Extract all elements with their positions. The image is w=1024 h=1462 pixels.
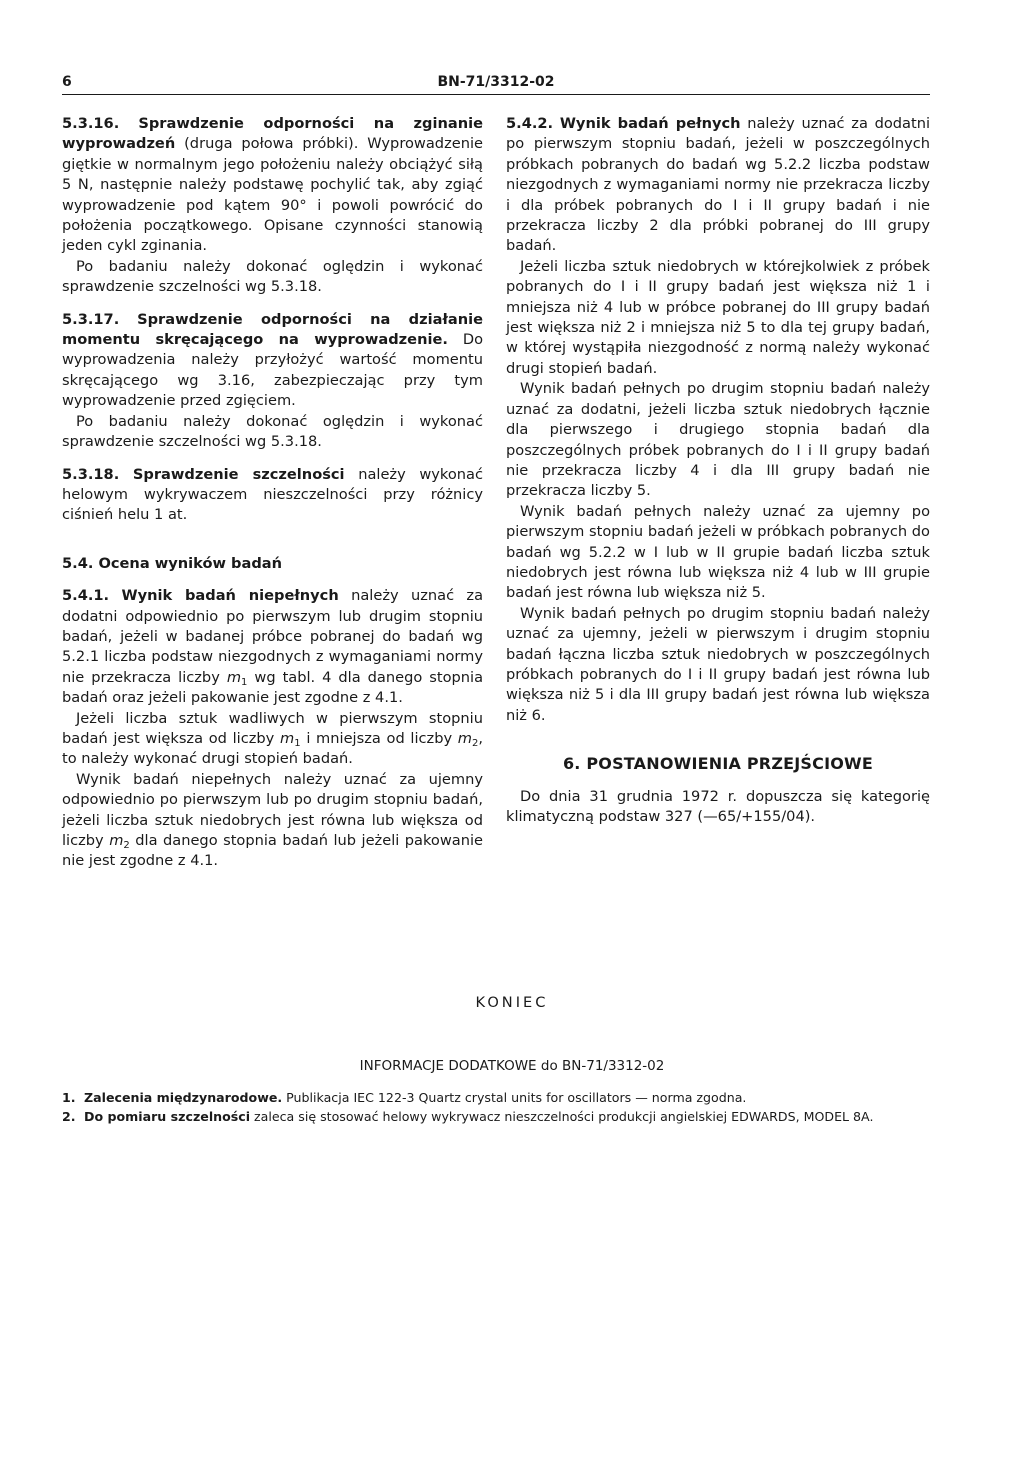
text: Wynik badań niepełnych należy uznać za ujemny odpowiednio po pierwszym lub po drugim stopniu badań, jeżeli liczba sztuk niedobrych jest równa lub większa od liczby bbox=[62, 770, 483, 849]
section-5-4-1 bbox=[62, 586, 483, 708]
note-number: 1. bbox=[62, 1090, 76, 1105]
additional-info-title: INFORMACJE DODATKOWE do BN-71/3312-02 bbox=[359, 1058, 665, 1074]
section-number: 5.3.18. bbox=[62, 465, 120, 483]
paragraph: Do dnia 31 grudnia 1972 r. dopuszcza się kategorię klimatyczną podstaw 327 (—65/+155/04). bbox=[506, 787, 930, 825]
variable-m: m bbox=[109, 832, 124, 849]
variable-m: m bbox=[280, 729, 295, 747]
right-column bbox=[506, 114, 930, 827]
text: i mniejsza od liczby bbox=[306, 729, 453, 747]
note-label: Do pomiaru szczelności bbox=[84, 1109, 251, 1124]
subscript: 1 bbox=[294, 737, 301, 749]
section-5-3-17 bbox=[62, 310, 483, 412]
section-heading-6: 6. POSTANOWIENIA PRZEJŚCIOWE bbox=[562, 754, 874, 774]
text: , to należy wykonać drugi stopień badań. bbox=[62, 729, 484, 768]
end-marker: KONIEC bbox=[475, 994, 549, 1011]
section-number: 5.4.2. bbox=[506, 115, 554, 132]
note-item bbox=[62, 1088, 942, 1107]
section-text: wg tabl. 4 dla danego stopnia badań oraz jeżeli pakowanie jest zgodne z 4.1. bbox=[62, 668, 484, 707]
section-5-3-18 bbox=[62, 465, 483, 526]
variable-m: m bbox=[226, 668, 242, 686]
section-5-3-16 bbox=[62, 114, 483, 257]
section-text: należy uznać za dodatni po pierwszym stopniu badań, jeżeli w poszczególnych próbkach pobranych do badań wg 5.2.2 liczba podstaw niezgodnych z wymaganiami normy nie przekracza liczby i dla próbek pobranych do I i II grupy badań i nie przekracza liczby 2 dla próbki pobranej do III grupy badań. bbox=[506, 115, 931, 255]
section-title: Wynik badań pełnych bbox=[559, 115, 741, 132]
subscript: 1 bbox=[241, 676, 248, 688]
section-text: Do wyprowadzenia należy przyłożyć wartość momentu skręcającego wg 3.16, zabezpieczając przy tym wyprowadzenie przed zgięciem. bbox=[62, 331, 483, 410]
notes-list bbox=[62, 1088, 942, 1126]
left-column bbox=[62, 114, 483, 872]
section-number: 5.3.16. bbox=[62, 115, 120, 132]
section-title: Sprawdzenie szczelności bbox=[132, 465, 345, 483]
section-heading-5-4: 5.4. Ocena wyników badań bbox=[62, 554, 283, 572]
paragraph: Wynik badań pełnych należy uznać za ujemny po pierwszym stopniu badań jeżeli w próbkach pobranych do badań wg 5.2.2 w I lub w II grupie badań liczba sztuk niedobrych jest równa lub większa niż 4 lub w III grupie badań jest równa lub większa niż 5. bbox=[506, 502, 930, 602]
note-item bbox=[62, 1107, 942, 1126]
section-title: Wynik badań niepełnych bbox=[121, 587, 339, 605]
paragraph bbox=[62, 770, 483, 872]
section-number: 5.4.1. bbox=[62, 587, 110, 605]
section-title: Sprawdzenie odporności na działanie momentu skręcającego na wyprowadzenie. bbox=[62, 310, 484, 349]
note-text: Publikacja IEC 122-3 Quartz crystal units for oscillators — norma zgodna. bbox=[286, 1090, 747, 1105]
section-number: 5.3.17. bbox=[62, 310, 120, 328]
variable-m: m bbox=[457, 729, 473, 747]
paragraph: Wynik badań pełnych po drugim stopniu badań należy uznać za ujemny, jeżeli w pierwszym i drugim stopniu badań łączna liczba sztuk niedobrych w poszczególnych próbkach pobranych do I i II grupy badań jest równa lub większa niż 5 i dla III grupy badań jest równa lub większa niż 6. bbox=[506, 604, 930, 724]
page-number: 6 bbox=[62, 74, 72, 90]
section-text: należy wykonać helowym wykrywaczem nieszczelności przy różnicy ciśnień helu 1 at. bbox=[62, 465, 484, 524]
paragraph bbox=[62, 709, 483, 770]
text: dla danego stopnia badań lub jeżeli pakowanie nie jest zgodne z 4.1. bbox=[62, 832, 484, 870]
section-title: Sprawdzenie odporności na zginanie wyprowadzeń bbox=[62, 115, 484, 153]
subscript: 2 bbox=[123, 840, 130, 851]
paragraph: Po badaniu należy dokonać oględzin i wykonać sprawdzenie szczelności wg 5.3.18. bbox=[62, 412, 483, 451]
note-text: zaleca się stosować helowy wykrywacz nieszczelności produkcji angielskiej EDWARDS, MODEL 8A. bbox=[254, 1109, 874, 1124]
section-text: (druga połowa próbki). Wyprowadzenie giętkie w normalnym jego położeniu należy obciążyć siłą 5 N, następnie należy podstawę pochylić tak, aby zgiąć wyprowadzenie pod kątem 90° i powoli powrócić do położenia początkowego. Opisane czynności stanowią jeden cykl zginania. bbox=[62, 135, 483, 255]
subscript: 2 bbox=[472, 737, 479, 749]
section-5-4-2 bbox=[506, 114, 930, 257]
paragraph: Wynik badań pełnych po drugim stopniu badań należy uznać za dodatni, jeżeli liczba sztuk niedobrych łącznie dla pierwszego i drugiego stopnia badań dla poszczególnych próbek pobranych do I i II grupy badań nie przekracza liczby 4 i dla III grupy badań nie przekracza liczby 5. bbox=[506, 380, 930, 500]
note-label: Zalecenia międzynarodowe. bbox=[84, 1090, 283, 1105]
paragraph: Po badaniu należy dokonać oględzin i wykonać sprawdzenie szczelności wg 5.3.18. bbox=[62, 257, 483, 296]
paragraph: Jeżeli liczba sztuk niedobrych w którejkolwiek z próbek pobranych do I i II grupy badań jest większa niż 1 i mniejsza niż 4 lub w próbce pobranej do III grupy badań jest większa niż 2 i mniejsza niż 5 to dla tej grupy badań, w której wystąpiła niezgodność z normą należy wykonać drugi stopień badań. bbox=[506, 257, 930, 377]
note-number: 2. bbox=[62, 1109, 76, 1124]
section-text: należy uznać za dodatni odpowiednio po pierwszym lub drugim stopniu badań, jeżeli w badanej próbce pobranej do badań wg 5.2.1 liczba podstaw niezgodnych z wymaganiami normy nie przekracza liczby bbox=[62, 587, 484, 686]
document-code: BN-71/3312-02 bbox=[437, 74, 555, 90]
text: Jeżeli liczba sztuk wadliwych w pierwszym stopniu badań jest większa od liczby bbox=[62, 709, 483, 747]
page-header bbox=[62, 74, 930, 95]
